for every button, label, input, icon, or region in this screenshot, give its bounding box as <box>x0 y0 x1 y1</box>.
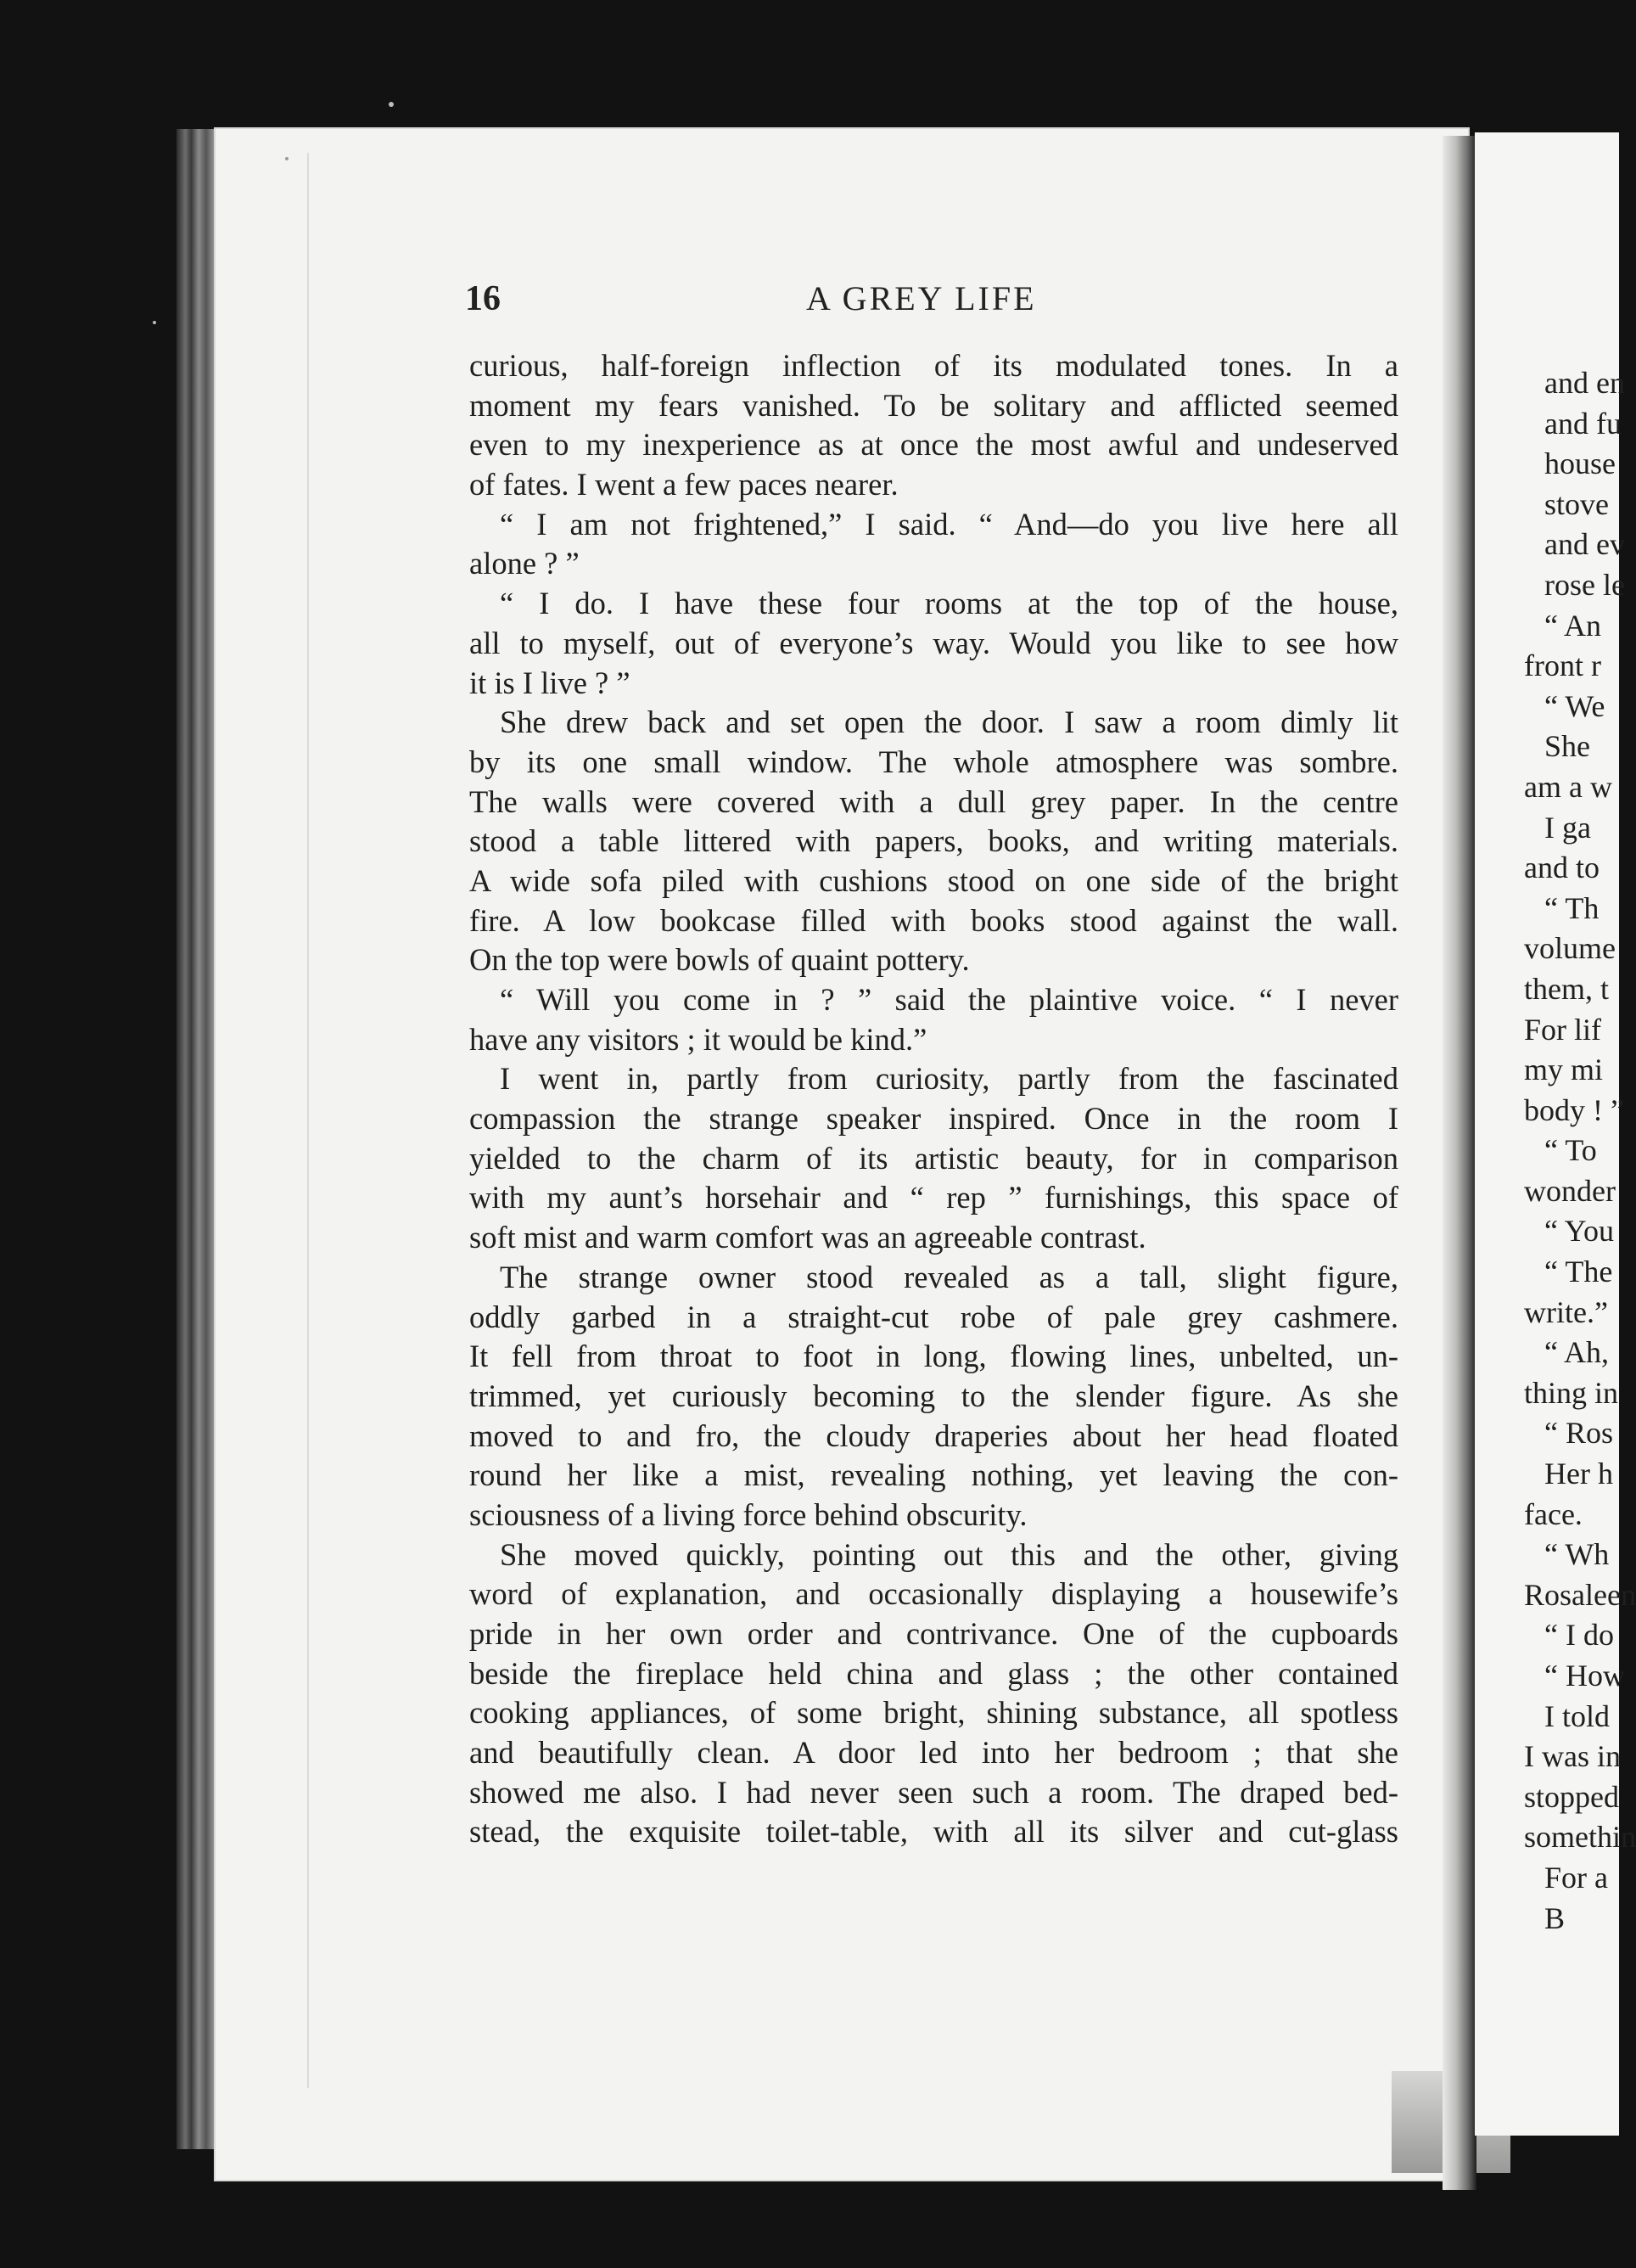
text-line: On the top were bowls of quaint pottery. <box>469 942 970 978</box>
text-line: moved to and fro, the cloudy draperies about her head floated <box>469 1418 1398 1453</box>
text-line: The strange owner stood revealed as a tall, slight figure, <box>500 1259 1398 1294</box>
facing-page-line: “ To <box>1544 1133 1597 1168</box>
text-line: “ I am not frightened,” I said. “ And—do you live here all <box>500 506 1398 542</box>
dust-speck <box>389 102 394 107</box>
facing-page-line: Her h <box>1544 1457 1613 1491</box>
facing-page-line: “ I do <box>1544 1618 1614 1653</box>
facing-page-line: am a w <box>1524 769 1612 804</box>
text-line: pride in her own order and contrivance. One of the cupboards <box>469 1616 1398 1651</box>
text-line: fire. A low bookcase filled with books stood against the wall. <box>469 902 1398 938</box>
facing-page-line: and fu <box>1544 406 1622 441</box>
dust-speck <box>153 321 156 324</box>
text-line: curious, half-foreign inflection of its modulated tones. In a <box>469 348 1398 383</box>
facing-page-line: and ev <box>1544 527 1625 562</box>
facing-page-line: stopped <box>1524 1779 1619 1814</box>
facing-page-line: B <box>1544 1900 1566 1935</box>
facing-page-line: front r <box>1524 648 1601 683</box>
facing-page-line: wonder <box>1524 1173 1616 1208</box>
facing-page-line: thing in <box>1524 1375 1619 1410</box>
facing-page-line: I was in <box>1524 1739 1621 1774</box>
facing-page-line: face. <box>1524 1496 1583 1531</box>
text-line: round her like a mist, revealing nothing, yet leaving the con- <box>469 1457 1398 1493</box>
text-line: showed me also. I had never seen such a room. The draped bed- <box>469 1774 1398 1810</box>
running-head: A GREY LIFE <box>806 279 1037 317</box>
facing-page-line: For lif <box>1524 1012 1602 1047</box>
facing-page-line: “ Wh <box>1544 1537 1610 1572</box>
text-line: with my aunt’s horsehair and “ rep ” furnishings, this space of <box>469 1180 1398 1215</box>
facing-page-line: “ How <box>1544 1659 1625 1693</box>
text-line: by its one small window. The whole atmosphere was sombre. <box>469 744 1398 779</box>
text-line: I went in, partly from curiosity, partly from the fascinated <box>500 1061 1398 1097</box>
text-line: have any visitors ; it would be kind.” <box>469 1021 927 1057</box>
facing-page-line: “ You <box>1544 1214 1615 1249</box>
facing-page-line: stove <box>1544 486 1609 521</box>
facing-page-line: “ We <box>1544 688 1605 723</box>
text-line: She drew back and set open the door. I saw a room dimly lit <box>500 705 1398 740</box>
facing-page-line: my mi <box>1524 1053 1604 1087</box>
text-line: all to myself, out of everyone’s way. Would you like to see how <box>469 625 1398 660</box>
book-gutter <box>1443 136 1476 2190</box>
text-line: stood a table littered with papers, books, and writing materials. <box>469 823 1398 859</box>
facing-page-line: “ Ros <box>1544 1416 1613 1451</box>
facing-page-line: them, t <box>1524 971 1609 1006</box>
facing-page-line: house <box>1544 446 1616 481</box>
text-line: alone ? ” <box>469 546 580 581</box>
text-line: “ Will you come in ? ” said the plaintive voice. “ I never <box>500 982 1398 1017</box>
facing-page-line: body ! ” <box>1524 1092 1624 1127</box>
facing-page-line: write.” <box>1524 1294 1608 1329</box>
text-line: trimmed, yet curiously becoming to the slender figure. As she <box>469 1378 1398 1413</box>
facing-page-line: and en <box>1544 366 1625 400</box>
text-line: word of explanation, and occasionally displaying a housewife’s <box>469 1576 1398 1612</box>
facing-page-line: For a <box>1544 1860 1608 1895</box>
dust-speck <box>285 157 289 160</box>
facing-page-line: somethin <box>1524 1820 1636 1855</box>
facing-page-line: Rosaleen <box>1524 1577 1636 1612</box>
facing-page-line: “ The <box>1544 1255 1613 1289</box>
facing-page-line: She <box>1544 729 1590 764</box>
text-line: and beautifully clean. A door led into her bedroom ; that she <box>469 1735 1398 1771</box>
text-line: oddly garbed in a straight-cut robe of pale grey cashmere. <box>469 1299 1398 1334</box>
text-line: even to my inexperience as at once the most awful and undeserved <box>469 427 1398 463</box>
text-line: yielded to the charm of its artistic beauty, for in comparison <box>469 1140 1398 1176</box>
text-line: The walls were covered with a dull grey paper. In the centre <box>469 783 1398 819</box>
facing-page-line: “ Ah, <box>1544 1335 1609 1370</box>
text-line: It fell from throat to foot in long, flowing lines, unbelted, un- <box>469 1339 1398 1374</box>
facing-page-line: “ Th <box>1544 890 1600 925</box>
facing-page-line: and to <box>1524 850 1600 885</box>
facing-page-line: volume <box>1524 931 1616 966</box>
text-line: moment my fears vanished. To be solitary and afflicted seemed <box>469 387 1398 423</box>
text-line: it is I live ? ” <box>469 665 630 700</box>
body-text <box>469 346 1398 1852</box>
text-line: cooking appliances, of some bright, shining substance, all spotless <box>469 1695 1398 1731</box>
page-number: 16 <box>465 279 501 318</box>
text-line: She moved quickly, pointing out this and the other, giving <box>500 1536 1398 1572</box>
text-line: “ I do. I have these four rooms at the top of the house, <box>500 586 1398 621</box>
text-line: stead, the exquisite toilet-table, with all its silver and cut-glass <box>469 1814 1398 1850</box>
facing-page-line: “ An <box>1544 608 1601 643</box>
facing-page-text <box>1524 363 1636 1939</box>
facing-page-line: I told <box>1544 1698 1610 1733</box>
facing-page-line: rose le <box>1544 567 1625 602</box>
text-line: beside the fireplace held china and glass ; the other contained <box>469 1655 1398 1691</box>
text-line: A wide sofa piled with cushions stood on one side of the bright <box>469 862 1398 898</box>
text-line: soft mist and warm comfort was an agreeable contrast. <box>469 1220 1146 1255</box>
text-line: sciousness of a living force behind obscurity. <box>469 1496 1028 1532</box>
text-line: of fates. I went a few paces nearer. <box>469 467 899 502</box>
text-line: compassion the strange speaker inspired. Once in the room I <box>469 1101 1398 1137</box>
facing-page-line: I ga <box>1544 810 1591 845</box>
